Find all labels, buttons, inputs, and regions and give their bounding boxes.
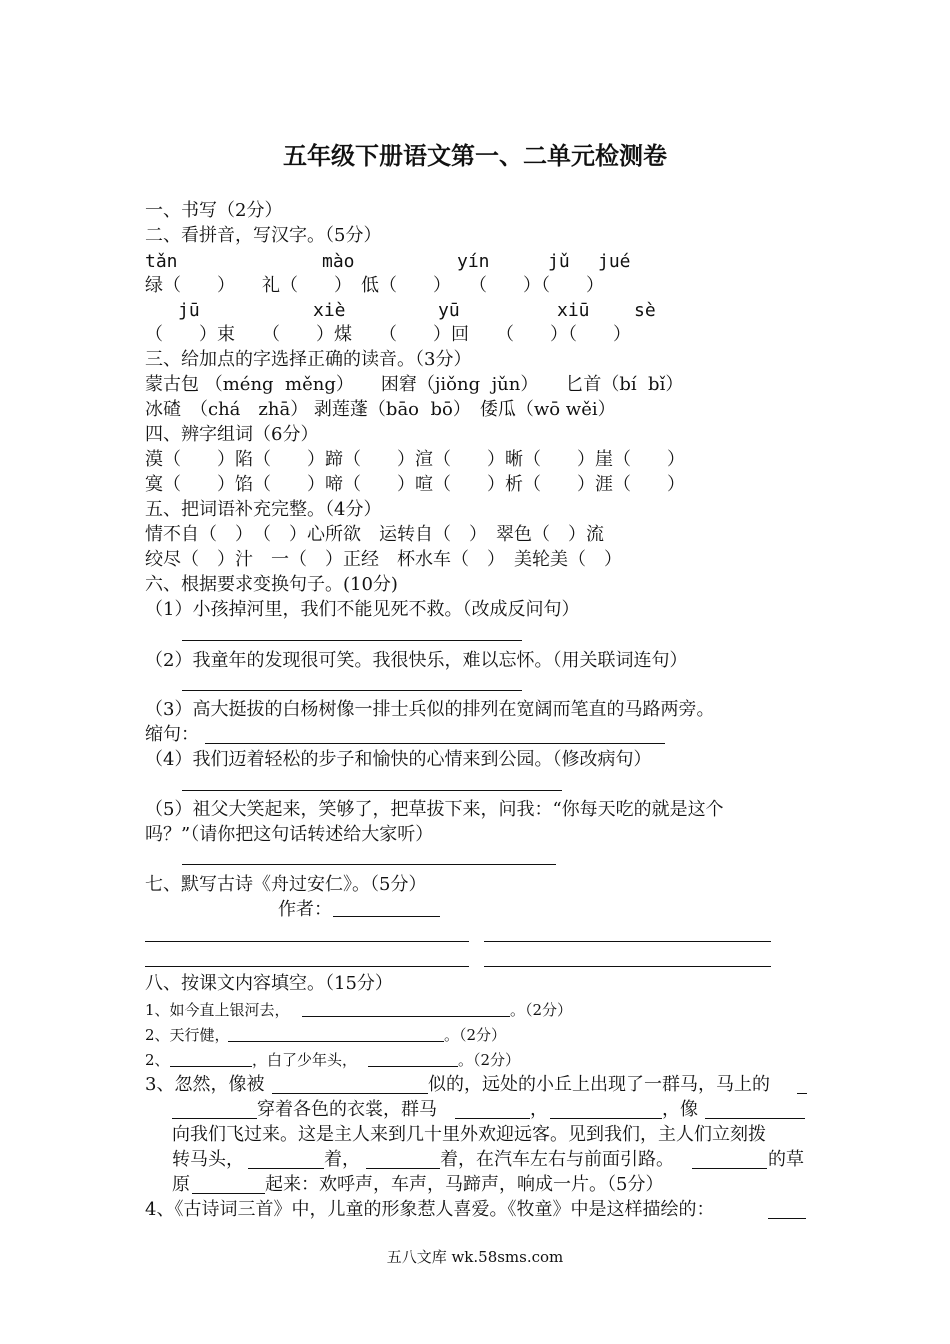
fill-blank[interactable] bbox=[302, 1016, 510, 1017]
fill-blank[interactable] bbox=[705, 1118, 805, 1119]
poem-line[interactable] bbox=[145, 941, 469, 942]
fill-blank[interactable] bbox=[248, 1168, 324, 1169]
hanzi-row-1: 绿（ ） 礼（ ） 低（ ） （ ）（ ） bbox=[145, 275, 604, 296]
fill-3-score: 。（2分） bbox=[458, 1051, 521, 1069]
question-1: （1）小孩掉河里，我们不能见死不救。（改成反问句） bbox=[145, 599, 580, 620]
passage-3-text: 着，在汽车左右与前面引路。 bbox=[440, 1149, 674, 1170]
fill-blank[interactable] bbox=[272, 1093, 428, 1094]
passage-3-text: 向我们飞过来。这是主人来到几十里外欢迎远客。见到我们，主人们立刻拨 bbox=[172, 1124, 766, 1145]
pinyin: sè bbox=[634, 300, 656, 321]
fill-blank[interactable] bbox=[455, 1118, 530, 1119]
passage-4: 4、《古诗词三首》中，儿童的形象惹人喜爱。《牧童》中是这样描绘的： bbox=[145, 1199, 715, 1220]
question-2: （2）我童年的发现很可笑。我很快乐，难以忘怀。（用关联词连句） bbox=[145, 650, 688, 671]
pinyin: yū bbox=[438, 300, 460, 321]
reading-row-2: 冰碴 （chá zhā） 剥莲蓬（bāo bō） 倭瓜（wō wěi） bbox=[145, 399, 616, 420]
answer-line[interactable] bbox=[182, 864, 556, 865]
pinyin: mào bbox=[322, 251, 355, 272]
question-5-line-1: （5）祖父大笑起来，笑够了，把草拔下来，问我：“你每天吃的就是这个 bbox=[145, 799, 724, 820]
fill-blank[interactable] bbox=[550, 1118, 662, 1119]
answer-line[interactable] bbox=[182, 690, 522, 691]
reading-row-1: 蒙古包 （méng měng） 困窘（jiǒng jǔn） 匕首（bí bǐ） bbox=[145, 374, 684, 395]
poem-line[interactable] bbox=[484, 941, 771, 942]
answer-line[interactable] bbox=[182, 640, 522, 641]
passage-3-text: 的草 bbox=[768, 1149, 804, 1170]
idiom-row-1: 情不自（ ） （ ）心所欲 运转自（ ） 翠色（ ）流 bbox=[145, 524, 604, 545]
answer-line[interactable] bbox=[205, 743, 665, 744]
word-row-1: 漠（ ）陷（ ）蹄（ ）渲（ ）晰（ ）崖（ ） bbox=[145, 449, 685, 470]
fill-3-text: ，白了少年头， bbox=[252, 1051, 358, 1069]
passage-3-text: 穿着各色的衣裳，群马 bbox=[257, 1099, 437, 1120]
passage-3-start: 3、忽然，像被 bbox=[145, 1074, 265, 1095]
author-answer-line[interactable] bbox=[333, 916, 440, 917]
author-label: 作者： bbox=[278, 899, 332, 920]
question-5-line-2: 吗？”（请你把这句话转述给大家听） bbox=[145, 824, 434, 845]
section-5-heading: 五、把词语补充完整。（4分） bbox=[145, 499, 382, 520]
fill-3-num: 2、 bbox=[145, 1051, 170, 1069]
fill-blank[interactable] bbox=[228, 1041, 444, 1042]
fill-2-score: 。（2分） bbox=[444, 1026, 507, 1044]
fill-1-score: 。（2分） bbox=[510, 1001, 573, 1019]
fill-blank[interactable] bbox=[192, 1193, 265, 1194]
pinyin: xiè bbox=[313, 300, 346, 321]
question-4: （4）我们迈着轻松的步子和愉快的心情来到公园。（修改病句） bbox=[145, 749, 652, 770]
word-row-2: 寞（ ）馅（ ）啼（ ）喧（ ）析（ ）涯（ ） bbox=[145, 474, 685, 495]
page-title: 五年级下册语文第一、二单元检测卷 bbox=[283, 142, 667, 170]
idiom-row-2: 绞尽（ ）汁 一（ ）正经 杯水车（ ） 美轮美（ ） bbox=[145, 549, 622, 570]
question-3-label: 缩句： bbox=[145, 724, 199, 745]
section-6-heading: 六、根据要求变换句子。(10分) bbox=[145, 574, 398, 595]
section-2-heading: 二、看拼音，写汉字。（5分） bbox=[145, 225, 382, 246]
poem-line[interactable] bbox=[145, 966, 469, 967]
fill-blank[interactable] bbox=[692, 1168, 767, 1169]
section-8-heading: 八、按课文内容填空。（15分） bbox=[145, 973, 393, 994]
passage-3-text: ， bbox=[530, 1099, 548, 1120]
section-4-heading: 四、辨字组词（6分） bbox=[145, 424, 319, 445]
passage-3-text: ，像 bbox=[662, 1099, 698, 1120]
fill-blank[interactable] bbox=[368, 1066, 458, 1067]
pinyin: tǎn bbox=[145, 251, 178, 272]
fill-blank[interactable] bbox=[797, 1093, 807, 1094]
fill-blank[interactable] bbox=[366, 1168, 440, 1169]
question-3: （3）高大挺拔的白杨树像一排士兵似的排列在宽阔而笔直的马路两旁。 bbox=[145, 699, 715, 720]
pinyin: jué bbox=[598, 251, 631, 272]
poem-line[interactable] bbox=[484, 966, 771, 967]
fill-blank[interactable] bbox=[768, 1218, 806, 1219]
pinyin: jǔ bbox=[548, 251, 570, 272]
answer-line[interactable] bbox=[182, 790, 562, 791]
fill-1-text: 1、如今直上银河去， bbox=[145, 1001, 290, 1019]
section-1-heading: 一、书写（2分） bbox=[145, 200, 283, 221]
section-7-heading: 七、默写古诗《舟过安仁》。（5分） bbox=[145, 874, 427, 895]
passage-3-text: 原 bbox=[172, 1174, 190, 1195]
pinyin: yín bbox=[457, 251, 490, 272]
pinyin: xiū bbox=[557, 300, 590, 321]
fill-blank[interactable] bbox=[172, 1118, 257, 1119]
passage-3-text: 似的，远处的小丘上出现了一群马，马上的 bbox=[428, 1074, 770, 1095]
footer-watermark: 五八文库 wk.58sms.com bbox=[386, 1248, 564, 1266]
section-3-heading: 三、给加点的字选择正确的读音。（3分） bbox=[145, 349, 472, 370]
fill-blank[interactable] bbox=[170, 1066, 252, 1067]
hanzi-row-2: （ ）束 （ ）煤 （ ）回 （ ）（ ） bbox=[145, 324, 631, 345]
passage-3-text: 着， bbox=[324, 1149, 360, 1170]
fill-2-text: 2、天行健， bbox=[145, 1026, 230, 1044]
passage-3-text: 转马头， bbox=[172, 1149, 244, 1170]
passage-3-text: 起来：欢呼声，车声，马蹄声，响成一片。（5分） bbox=[265, 1174, 664, 1195]
pinyin: jū bbox=[178, 300, 200, 321]
